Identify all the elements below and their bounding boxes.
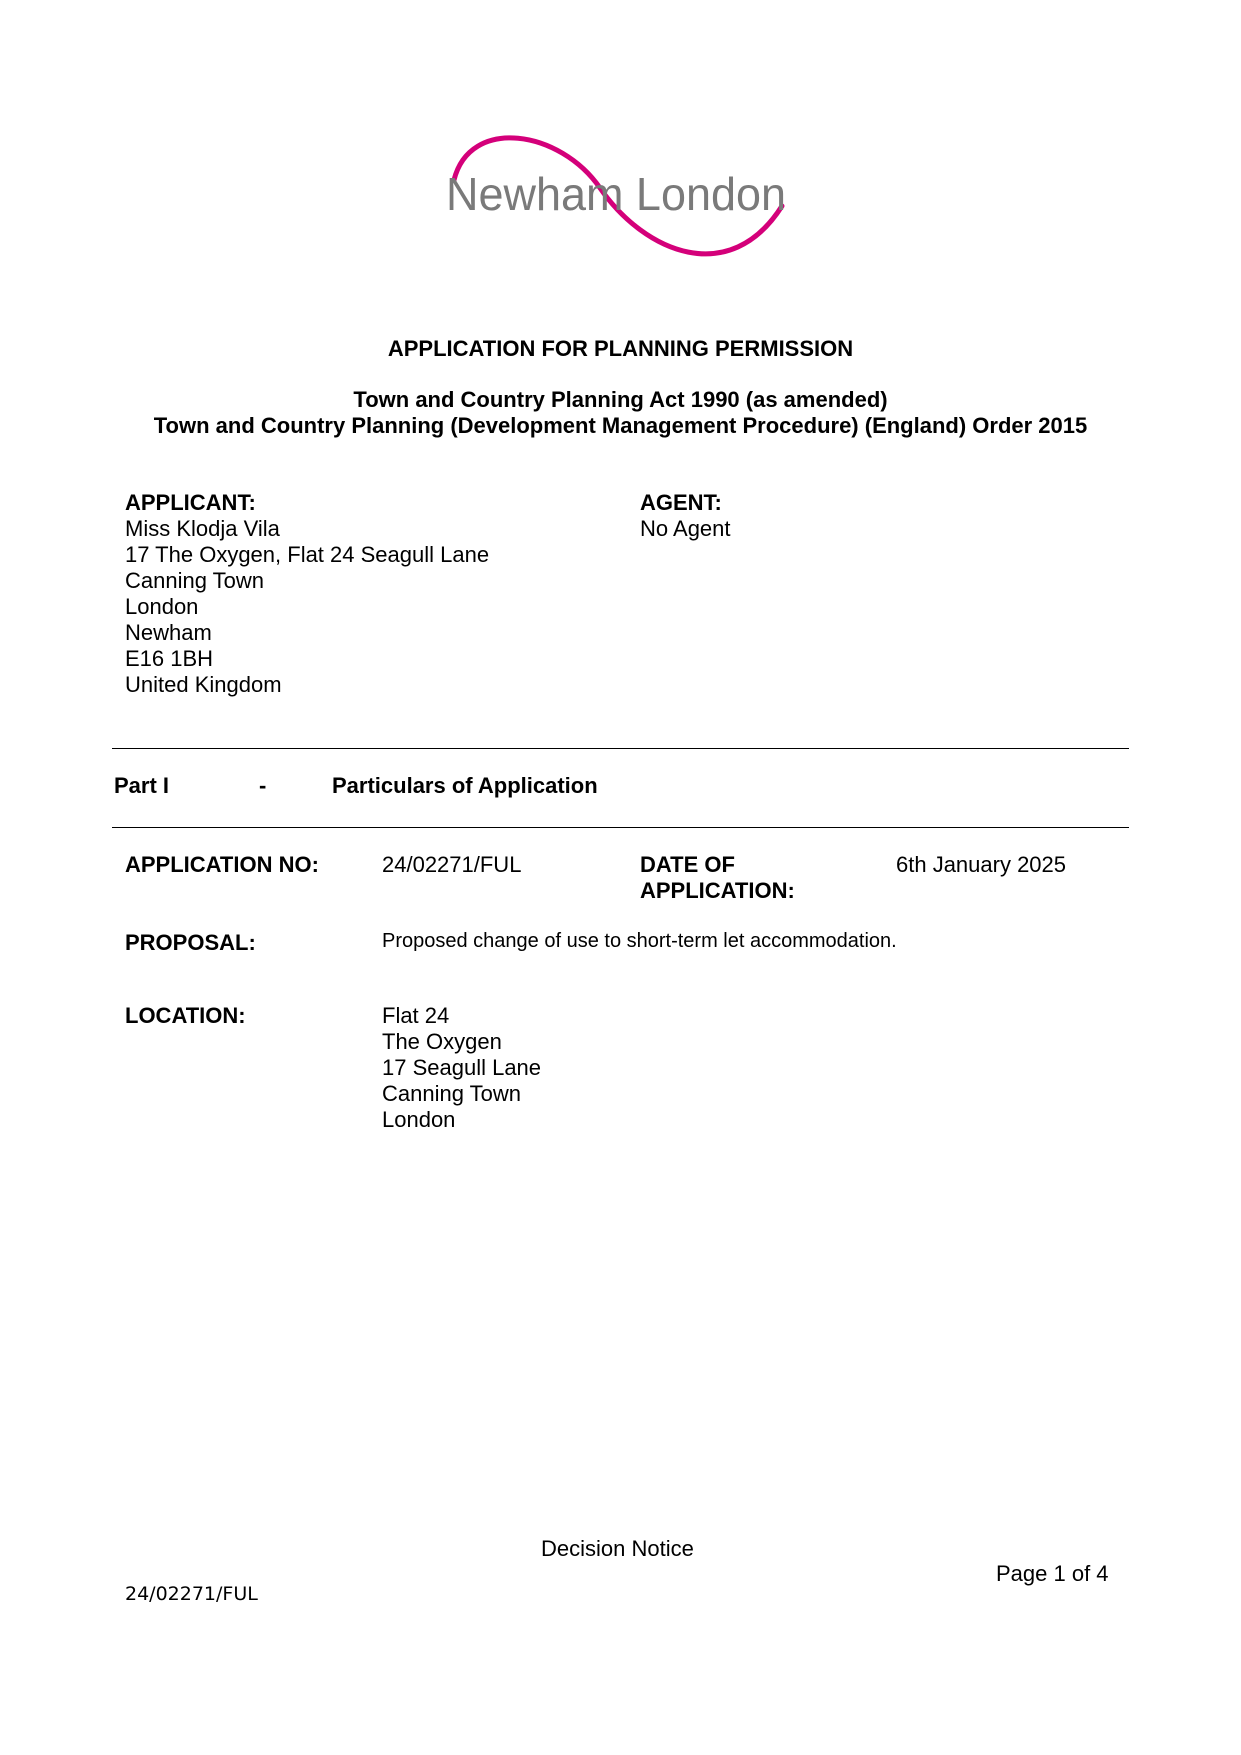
application-no-value: 24/02271/FUL [382,852,522,877]
applicant-line: United Kingdom [125,672,282,697]
location-line: Flat 24 [382,1003,450,1028]
applicant-line: Miss Klodja Vila [125,516,280,541]
proposal-label: PROPOSAL: [125,930,256,955]
divider-top [112,748,1129,749]
location-line: The Oxygen [382,1029,502,1054]
location-line: London [382,1107,456,1132]
part-number: Part I [114,773,170,798]
divider-bottom [112,827,1129,828]
act-line-1: Town and Country Planning Act 1990 (as amended) [353,387,888,412]
footer-page-number: Page 1 of 4 [996,1561,1109,1586]
agent-label: AGENT: [640,490,722,515]
logo-text: Newham London [446,168,786,220]
applicant-line: Canning Town [125,568,265,593]
date-value: 6th January 2025 [896,852,1067,877]
date-label-line-1: DATE OF [640,852,735,877]
location-line: 17 Seagull Lane [382,1055,542,1080]
act-line-2: Town and Country Planning (Development Management Procedure) (England) Order 2015 [153,413,1088,438]
applicant-line: 17 The Oxygen, Flat 24 Seagull Lane [125,542,490,567]
footer-reference: 24/02271/FUL [125,1583,258,1605]
date-label-line-2: APPLICATION: [640,878,795,903]
newham-london-logo [440,128,800,288]
applicant-line: E16 1BH [125,646,214,671]
applicant-address [125,516,489,698]
page-title: APPLICATION FOR PLANNING PERMISSION [387,336,854,361]
footer-notice: Decision Notice [541,1536,694,1561]
applicant-line: London [125,594,199,619]
part-dash: - [259,773,267,798]
agent-value: No Agent [640,516,731,541]
applicant-line: Newham [125,620,212,645]
proposal-value: Proposed change of use to short-term let accommodation. [382,930,897,952]
applicant-label: APPLICANT: [125,490,256,515]
location-label: LOCATION: [125,1003,246,1028]
location-line: Canning Town [382,1081,522,1106]
part-title: Particulars of Application [332,773,598,798]
application-no-label: APPLICATION NO: [125,852,319,877]
location-address [382,1003,541,1133]
